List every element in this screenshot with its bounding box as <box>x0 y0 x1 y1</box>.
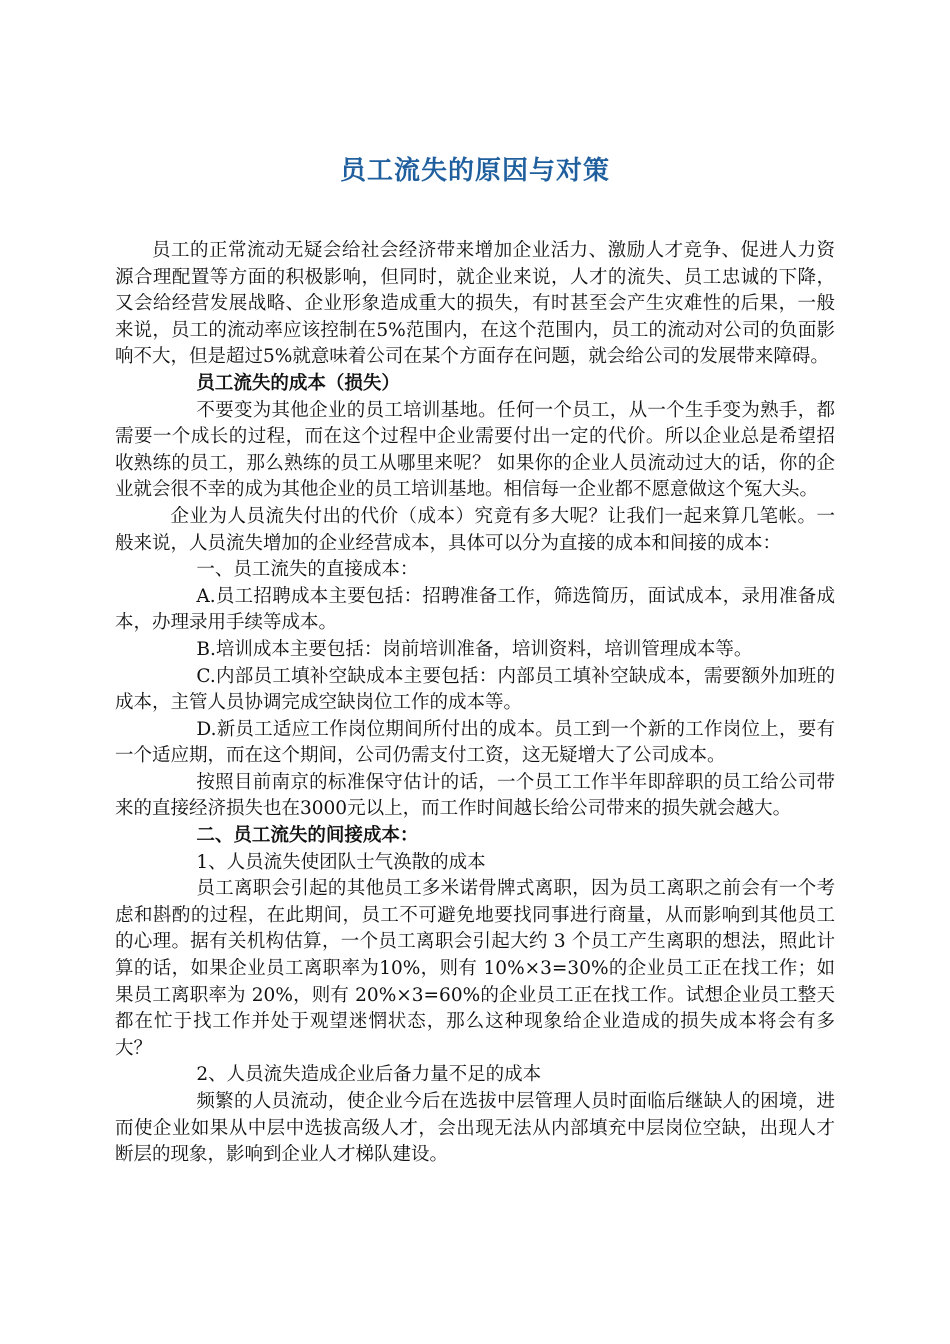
paragraph-cost-question: 企业为人员流失付出的代价（成本）究竟有多大呢？让我们一起来算几笔帐。一般来说，人员流失增加的企业经营成本，具体可以分为直接的成本和间接的成本： <box>115 505 835 554</box>
item-b-training: B.培训成本主要包括：岗前培训准备，培训资料，培训管理成本等。 <box>196 638 753 660</box>
subheading-morale: 1、人员流失使团队士气涣散的成本 <box>196 851 486 873</box>
item-d-adaptation: D.新员工适应工作岗位期间所付出的成本。员工到一个新的工作岗位上，要有一个适应期，而在这个期间，公司仍需支付工资，这无疑增大了公司成本。 <box>115 718 835 767</box>
item-c-internal-fill: C.内部员工填补空缺成本主要包括：内部员工填补空缺成本，需要额外加班的成本，主管人员协调完成空缺岗位工作的成本等。 <box>115 665 835 714</box>
section-heading-cost: 员工流失的成本（损失） <box>196 372 400 394</box>
subheading-reserve: 2、人员流失造成企业后备力量不足的成本 <box>196 1064 542 1086</box>
paragraph-domino: 员工离职会引起的其他员工多米诺骨牌式离职，因为员工离职之前会有一个考虑和斟酌的过程，在此期间，员工不可避免地要找同事进行商量，从而影响到其他员工的心理。据有关机构估算，一个员工离职会引起大约 3 个员工产生离职的想法，照此计算的话，如果企业员工离职率为10%，则有 10%×3=30%的企业员工正在找工作；如果员工离职率为 20%，则有 20%×3=60%的企业员工正在找工作。试想企业员工整天都在忙于找工作并处于观望迷惘状态，那么这种现象给企业造成的损失成本将会有多大？ <box>115 878 835 1059</box>
document-body <box>115 238 835 1169</box>
subheading-direct-cost: 一、员工流失的直接成本： <box>196 559 419 581</box>
item-a-recruitment: A.员工招聘成本主要包括：招聘准备工作，筛选简历，面试成本，录用准备成本，办理录用手续等成本。 <box>115 585 835 634</box>
paragraph-nanjing-estimate: 按照目前南京的标准保守估计的话，一个员工工作半年即辞职的员工给公司带来的直接经济损失也在3000元以上，而工作时间越长给公司带来的损失就会越大。 <box>115 771 835 820</box>
paragraph-talent-gap: 频繁的人员流动，使企业今后在选拔中层管理人员时面临后继缺人的困境，进而使企业如果从中层中选拔高级人才，会出现无法从内部填充中层岗位空缺，出现人才断层的现象，影响到企业人才梯队建设。 <box>115 1091 835 1166</box>
subheading-indirect-cost: 二、员工流失的间接成本： <box>196 825 419 847</box>
document-title: 员工流失的原因与对策 <box>339 156 610 186</box>
intro-paragraph: 员工的正常流动无疑会给社会经济带来增加企业活力、激励人才竞争、促进人力资源合理配置等方面的积极影响，但同时，就企业来说，人才的流失、员工忠诚的下降，又会给经营发展战略、企业形象造成重大的损失，有时甚至会产生灾难性的后果，一般来说，员工的流动率应该控制在5%范围内，在这个范围内，员工的流动对公司的负面影响不大，但是超过5%就意味着公司在某个方面存在问题，就会给公司的发展带来障碍。 <box>115 240 835 368</box>
paragraph-training-base: 不要变为其他企业的员工培训基地。任何一个员工，从一个生手变为熟手，都需要一个成长的过程，而在这个过程中企业需要付出一定的代价。所以企业总是希望招收熟练的员工，那么熟练的员工从哪里来呢？ 如果你的企业人员流动过大的话，你的企业就会很不幸的成为其他企业的员工培训基地。相信每一企业都不愿意做这个冤大头。 <box>115 399 835 501</box>
